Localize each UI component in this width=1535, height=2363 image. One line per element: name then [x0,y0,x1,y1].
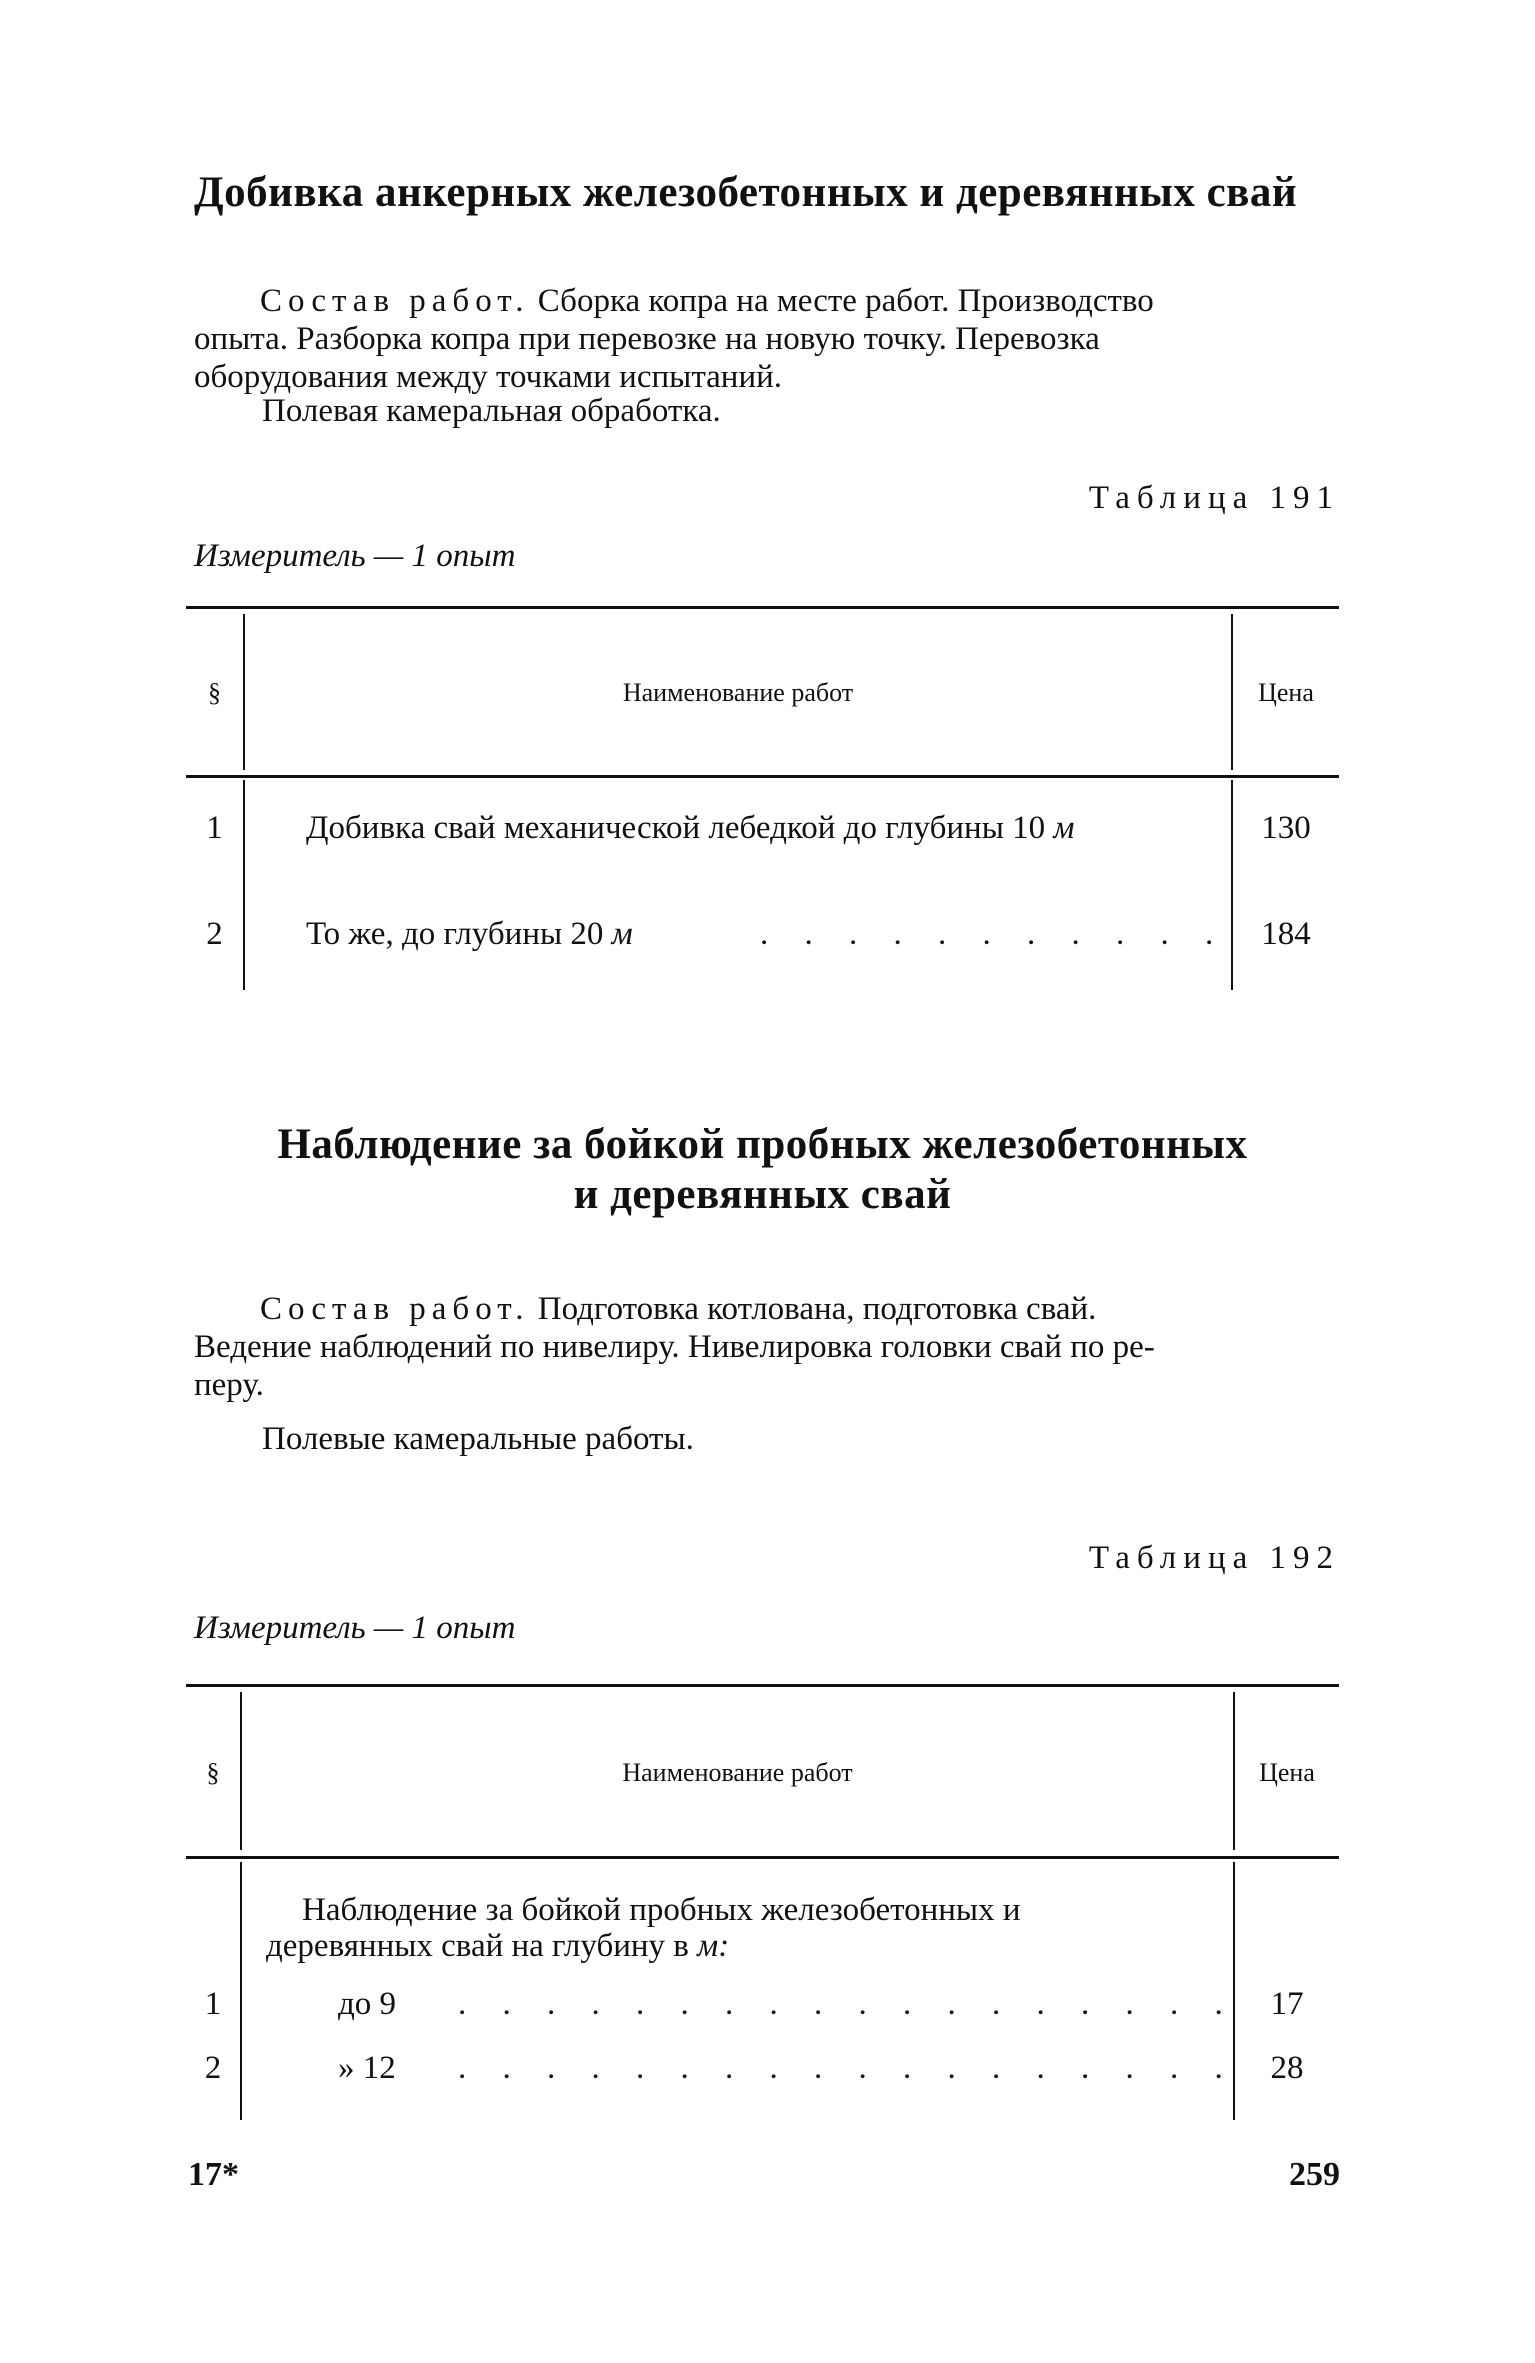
row-number: 1 [206,810,223,846]
section1-title: Добивка анкерных железобетонных и деревянных свай [194,169,1298,216]
row-price: 17 [1270,1986,1304,2022]
row-name: » 12 [338,2050,396,2086]
section1-composition-line3: оборудования между точками испытаний. [194,359,783,395]
section1-processing: Полевая камеральная обработка. [262,393,721,429]
section1-composition-line2: опыта. Разборка копра при перевозке на новую точку. Перевозка [194,321,1100,357]
row-number: 2 [204,2050,222,2086]
section2-title-line1: Наблюдение за бойкой пробных железобетонных [277,1121,1248,1168]
row-number: 2 [206,916,223,952]
table192-body-divider-1 [240,1862,242,2120]
table192-caption: Таблица 192 [1088,1540,1340,1576]
table191-top-rule [186,606,1339,609]
section2-title [186,1120,1339,1220]
table191-header-section: § [208,678,221,707]
section2-title-line2: и деревянных свай [573,1171,952,1218]
row-price: 28 [1270,2050,1304,2086]
row-leader-dots: . . . . . . . . . . . . . . . . . . [458,1986,1237,2022]
row-name: То же, до глубины 20 м [306,916,633,952]
section2-composition-line2: Ведение наблюдений по нивелиру. Нивелировка головки свай по ре- [194,1329,1155,1365]
section1-composition-label: Состав работ. [260,283,530,319]
row-leader-dots: . . . . . . . . . . . [760,916,1228,952]
table192-group-heading-line2: деревянных свай на глубину в м: [266,1928,730,1964]
table191-measure: Измеритель — 1 опыт [194,538,516,574]
table191-caption: Таблица 191 [1088,480,1340,516]
table191-body-divider-1 [243,780,245,990]
row-name: Добивка свай механической лебедкой до глубины 10 м [306,810,1075,846]
section2-composition-line3: перу. [194,1367,264,1403]
section2-composition-label: Состав работ. [260,1291,530,1327]
row-leader-dots: . . . . . . . . . . . . . . . . . . [458,2050,1237,2086]
section1-composition-line1: Сборка копра на месте работ. Производство [537,283,1154,319]
table192-group-heading-line1: Наблюдение за бойкой пробных железобетонных и [302,1892,1021,1928]
table192-header-rule [186,1856,1339,1859]
table192-header-section: § [206,1758,220,1787]
table192-top-rule [186,1684,1339,1687]
signature-mark: 17* [188,2156,239,2193]
section2-processing: Полевые камеральные работы. [262,1421,694,1457]
section1-composition [194,282,1342,396]
table192-header-name: Наименование работ [622,1758,853,1787]
table192-measure: Измеритель — 1 опыт [194,1610,516,1646]
table191-header-price: Цена [1258,678,1314,707]
row-price: 130 [1261,810,1311,846]
row-price: 184 [1261,916,1311,952]
section2-composition [194,1290,1342,1404]
table191-header-name: Наименование работ [622,678,854,707]
section2-composition-line1: Подготовка котлована, подготовка свай. [537,1291,1097,1327]
table192-header-price: Цена [1259,1758,1315,1787]
row-number: 1 [204,1986,222,2022]
page-number: 259 [1289,2156,1340,2193]
row-name: до 9 [338,1986,397,2022]
table191-header-rule [186,775,1339,778]
